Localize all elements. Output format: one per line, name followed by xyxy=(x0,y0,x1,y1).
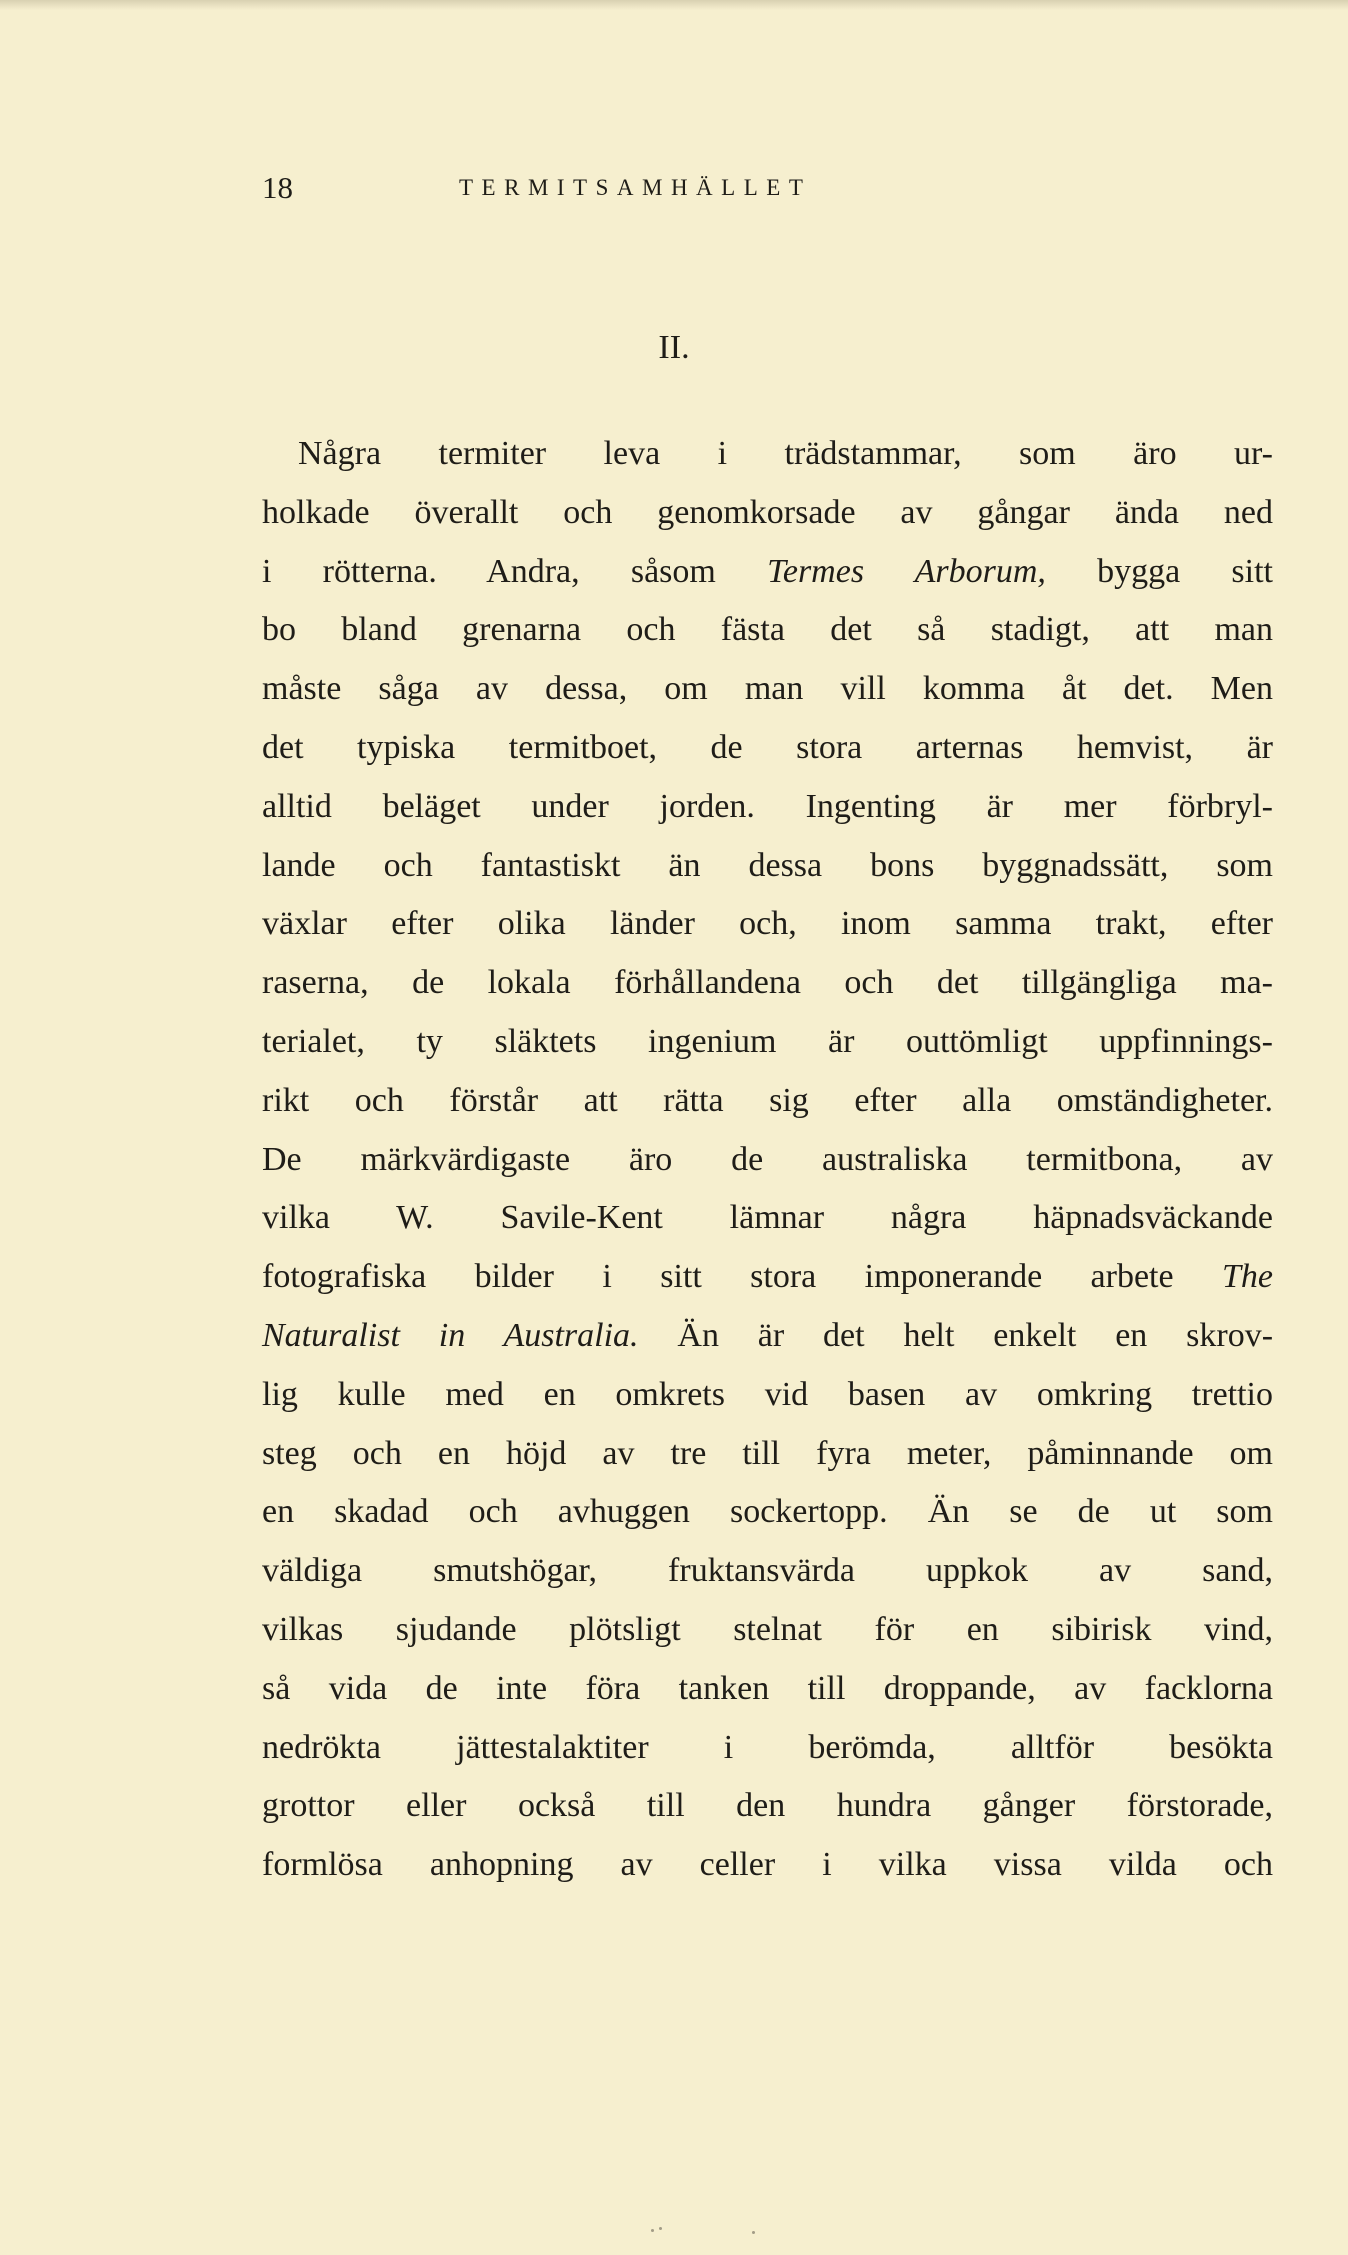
text-line: bo bland grenarna och fästa det så stadigt, att man xyxy=(262,611,1273,649)
body-text xyxy=(262,425,1273,1895)
text-line: så vida de inte föra tanken till droppande, av facklorna xyxy=(262,1669,1273,1707)
ink-speck xyxy=(752,2231,755,2234)
text-line: nedrökta jättestalaktiter i berömda, alltför besökta xyxy=(262,1728,1273,1766)
text-line: Naturalist in Australia. Än är det helt enkelt en skrov- xyxy=(262,1316,1274,1354)
text-line: växlar efter olika länder och, inom samma trakt, efter xyxy=(262,905,1273,943)
running-head xyxy=(262,168,1086,208)
text-line: det typiska termitboet, de stora arternas hemvist, är xyxy=(262,728,1273,766)
text-line: alltid beläget under jorden. Ingenting är mer förbryl- xyxy=(262,787,1273,825)
text-line: grottor eller också till den hundra gånger förstorade, xyxy=(262,1787,1273,1825)
italic-species-name: Termes Arborum, xyxy=(767,552,1046,590)
text-line: lig kulle med en omkrets vid basen av omkring trettio xyxy=(262,1375,1273,1413)
text-line: terialet, ty släktets ingenium är outtömligt uppfinnings- xyxy=(262,1022,1273,1060)
text-line: holkade överallt och genomkorsade av gångar ända ned xyxy=(262,493,1273,531)
text-line: formlösa anhopning av celler i vilka vissa vilda och xyxy=(262,1846,1273,1884)
page-number: 18 xyxy=(262,170,293,205)
ink-speck xyxy=(651,2229,654,2232)
text-line: väldiga smutshögar, fruktansvärda uppkok av sand, xyxy=(262,1552,1273,1590)
text-line: måste såga av dessa, om man vill komma åt det. Men xyxy=(262,670,1273,708)
text-line: De märkvärdigaste äro de australiska termitbona, av xyxy=(262,1140,1273,1178)
print-specks xyxy=(0,2225,1348,2245)
ink-speck xyxy=(659,2227,662,2230)
italic-book-title: Naturalist in Australia. xyxy=(262,1316,639,1354)
text-line: en skadad och avhuggen sockertopp. Än se de ut som xyxy=(262,1493,1273,1531)
text-line: rikt och förstår att rätta sig efter alla omständigheter. xyxy=(262,1081,1273,1119)
text-line: steg och en höjd av tre till fyra meter, påminnande om xyxy=(262,1434,1273,1472)
text-line: vilkas sjudande plötsligt stelnat för en sibirisk vind, xyxy=(262,1610,1273,1648)
text-line: Några termiter leva i trädstammar, som äro ur- xyxy=(298,435,1273,472)
page-edge-shadow xyxy=(0,0,1348,10)
text-line: raserna, de lokala förhållandena och det tillgängliga ma- xyxy=(262,964,1273,1002)
text-line: i rötterna. Andra, såsom Termes Arborum, bygga sitt xyxy=(262,552,1273,590)
text-line: fotografiska bilder i sitt stora imponerande arbete The xyxy=(262,1258,1274,1296)
italic-book-title: The xyxy=(1222,1258,1274,1296)
text-line: vilka W. Savile-Kent lämnar några häpnadsväckande xyxy=(262,1199,1273,1237)
chapter-number: II. xyxy=(658,329,690,366)
text-line: lande och fantastiskt än dessa bons byggnadssätt, som xyxy=(262,846,1273,884)
running-title: TERMITSAMHÄLLET xyxy=(459,175,812,200)
